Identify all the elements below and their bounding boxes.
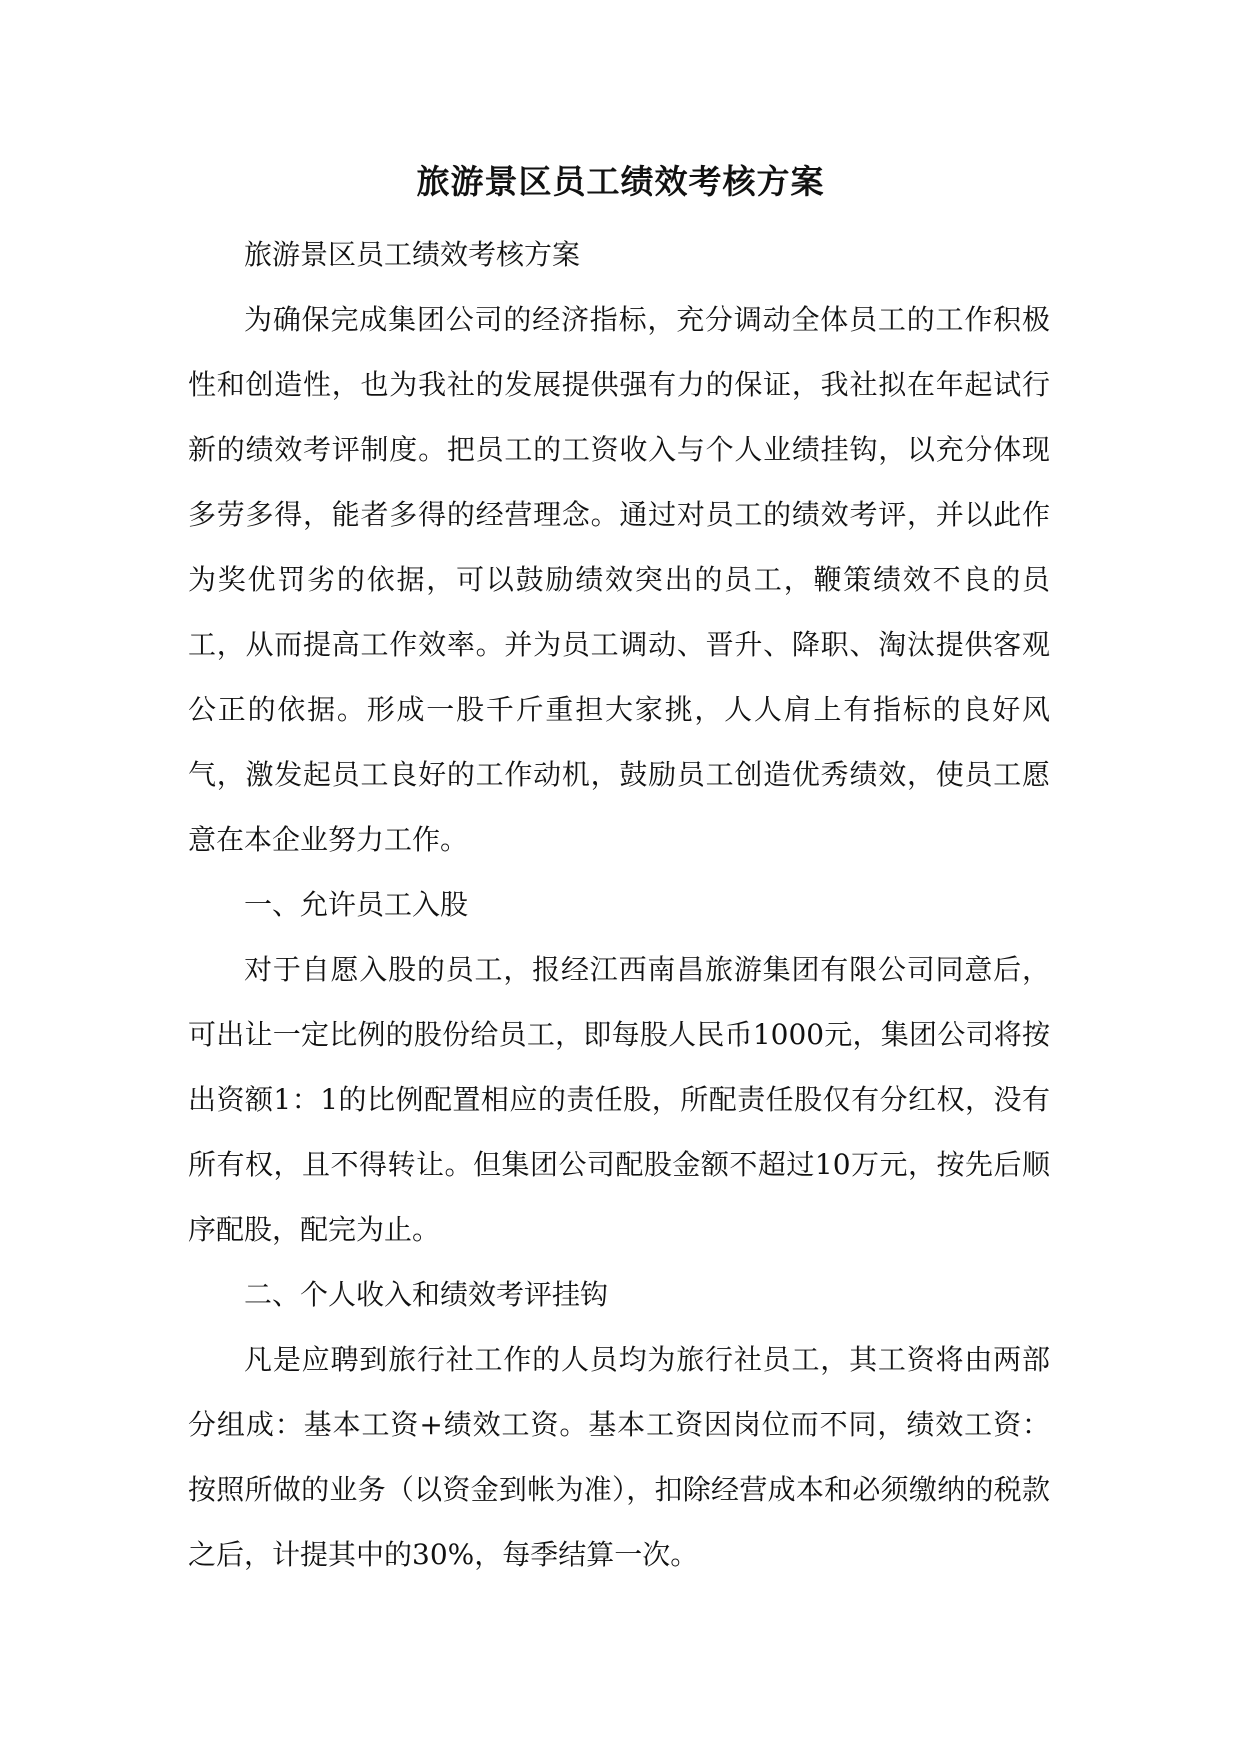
paragraph-shares: 对于自愿入股的员工，报经江西南昌旅游集团有限公司同意后，可出让一定比例的股份给员工，即每股人民币1000元，集团公司将按出资额1：1的比例配置相应的责任股，所配责任股仅有分红权，没有所有权，且不得转让。但集团公司配股金额不超过10万元，按先后顺序配股，配完为止。 [188, 953, 1050, 1246]
paragraph-intro: 为确保完成集团公司的经济指标，充分调动全体员工的工作积极性和创造性，也为我社的发展提供强有力的保证，我社拟在年起试行新的绩效考评制度。把员工的工资收入与个人业绩挂钩，以充分体现多劳多得，能者多得的经营理念。通过对员工的绩效考评，并以此作为奖优罚劣的依据，可以鼓励绩效突出的员工，鞭策绩效不良的员工，从而提高工作效率。并为员工调动、晋升、降职、淘汰提供客观公正的依据。形成一股千斤重担大家挑，人人肩上有指标的良好风气，激发起员工良好的工作动机，鼓励员工创造优秀绩效，使员工愿意在本企业努力工作。 [188, 303, 1050, 856]
document-body [188, 222, 1050, 1587]
document-title: 旅游景区员工绩效考核方案 [416, 162, 825, 201]
paragraph-subtitle: 旅游景区员工绩效考核方案 [244, 238, 581, 271]
paragraph-income: 凡是应聘到旅行社工作的人员均为旅行社员工，其工资将由两部分组成：基本工资+绩效工资。基本工资因岗位而不同，绩效工资：按照所做的业务（以资金到帐为准），扣除经营成本和必须缴纳的税款之后，计提其中的30%，每季结算一次。 [188, 1343, 1050, 1571]
section-heading-2: 二、个人收入和绩效考评挂钩 [244, 1278, 609, 1311]
section-heading-1: 一、允许员工入股 [244, 888, 469, 921]
